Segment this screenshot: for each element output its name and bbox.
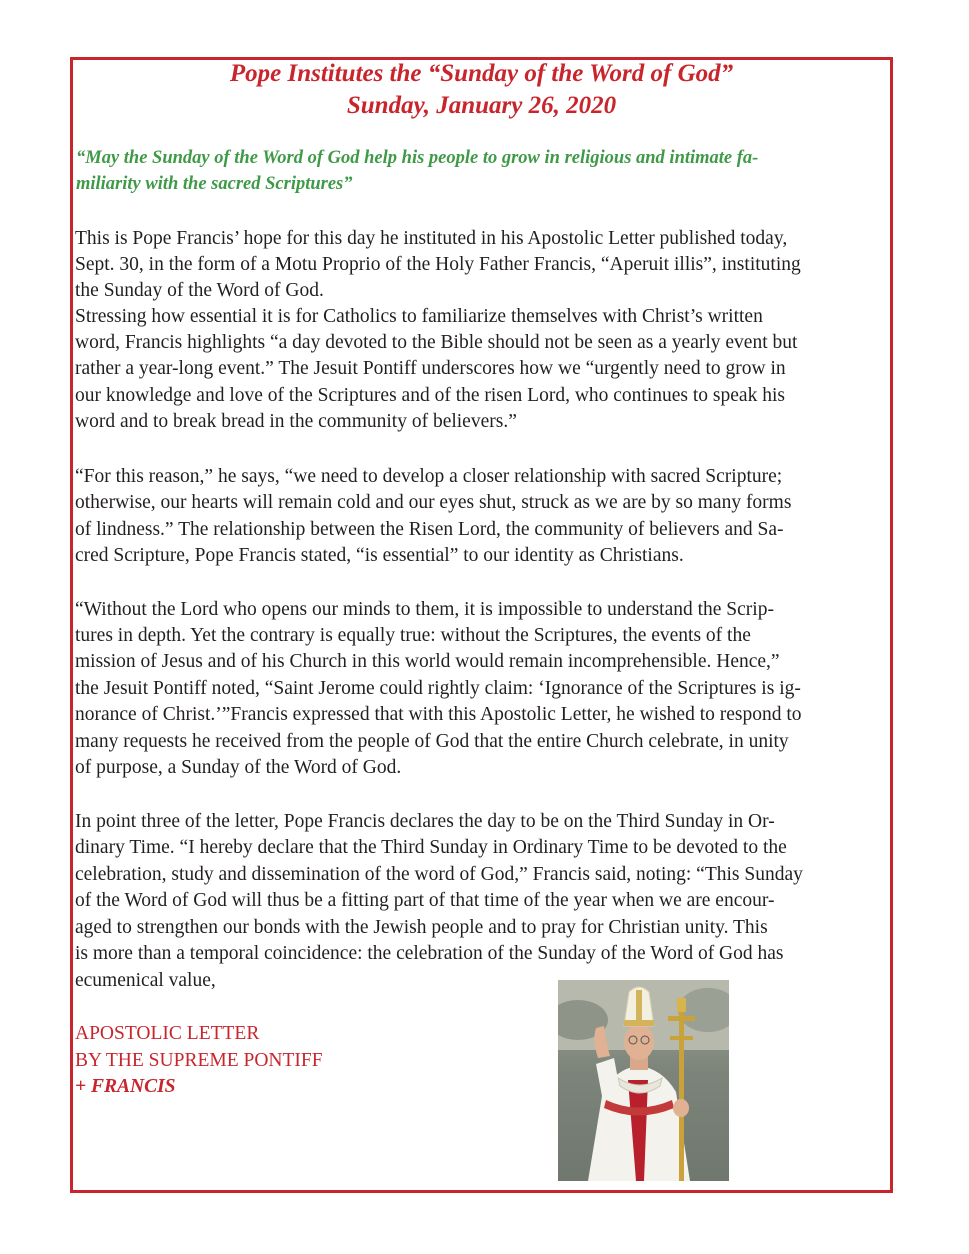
pope-figure-icon (558, 980, 729, 1181)
body-line: rather a year-long event.” The Jesuit Pontiff underscores how we “urgently need to grow in (75, 358, 786, 379)
body-line: the Sunday of the Word of God. (75, 280, 324, 301)
body-line: aged to strengthen our bonds with the Jewish people and to pray for Christian unity. This (75, 917, 768, 938)
body-line: In point three of the letter, Pope Francis declares the day to be on the Third Sunday in Or- (75, 811, 775, 832)
body-line: This is Pope Francis’ hope for this day he instituted in his Apostolic Letter published today, (75, 228, 788, 249)
body-line: norance of Christ.’”Francis expressed that with this Apostolic Letter, he wished to respond to (75, 704, 802, 725)
body-line: many requests he received from the people of God that the entire Church celebrate, in unity (75, 731, 789, 752)
page-date: Sunday, January 26, 2020 (346, 92, 617, 119)
pull-quote (76, 145, 890, 197)
body-line: otherwise, our hearts will remain cold and our eyes shut, struck as we are by so many forms (75, 492, 792, 513)
body-line: “Without the Lord who opens our minds to them, it is impossible to understand the Scrip- (75, 599, 774, 620)
body-line: tures in depth. Yet the contrary is equally true: without the Scriptures, the events of the (75, 625, 751, 646)
body-line: of purpose, a Sunday of the Word of God. (75, 757, 402, 778)
body-line: word and to break bread in the community of believers.” (75, 411, 517, 432)
signature-name: + FRANCIS (75, 1076, 176, 1097)
body-line: word, Francis highlights “a day devoted to the Bible should not be seen as a yearly event but (75, 332, 798, 353)
body-line: celebration, study and dissemination of the word of God,” Francis said, noting: “This Sunday (75, 864, 803, 885)
body-line: dinary Time. “I hereby declare that the Third Sunday in Ordinary Time to be devoted to the (75, 837, 787, 858)
body-line: ecumenical value, (75, 970, 216, 991)
signature-line: BY THE SUPREME PONTIFF (75, 1050, 323, 1071)
body-line: “For this reason,” he says, “we need to develop a closer relationship with sacred Scripture; (75, 466, 783, 487)
body-line: our knowledge and love of the Scriptures and of the risen Lord, who continues to speak his (75, 385, 785, 406)
body-line: mission of Jesus and of his Church in this world would remain incomprehensible. Hence,” (75, 651, 780, 672)
pull-quote-line: miliarity with the sacred Scriptures” (76, 174, 353, 194)
signature-line: APOSTOLIC LETTER (75, 1023, 260, 1044)
body-line: cred Scripture, Pope Francis stated, “is essential” to our identity as Christians. (75, 545, 684, 566)
body-line: of the Word of God will thus be a fitting part of that time of the year when we are encour- (75, 890, 775, 911)
pope-photo (558, 980, 729, 1181)
body-line: is more than a temporal coincidence: the celebration of the Sunday of the Word of God has (75, 943, 784, 964)
body-line: Sept. 30, in the form of a Motu Proprio of the Holy Father Francis, “Aperuit illis”, instituting (75, 254, 801, 275)
pull-quote-line: “May the Sunday of the Word of God help his people to grow in religious and intimate fa- (76, 148, 759, 168)
page-title: Pope Institutes the “Sunday of the Word of God” (229, 60, 734, 87)
body-line: of lindness.” The relationship between the Risen Lord, the community of believers and Sa- (75, 519, 784, 540)
body-line: Stressing how essential it is for Catholics to familiarize themselves with Christ’s written (75, 306, 763, 327)
body-line: the Jesuit Pontiff noted, “Saint Jerome could rightly claim: ‘Ignorance of the Scriptures is ig- (75, 678, 801, 699)
